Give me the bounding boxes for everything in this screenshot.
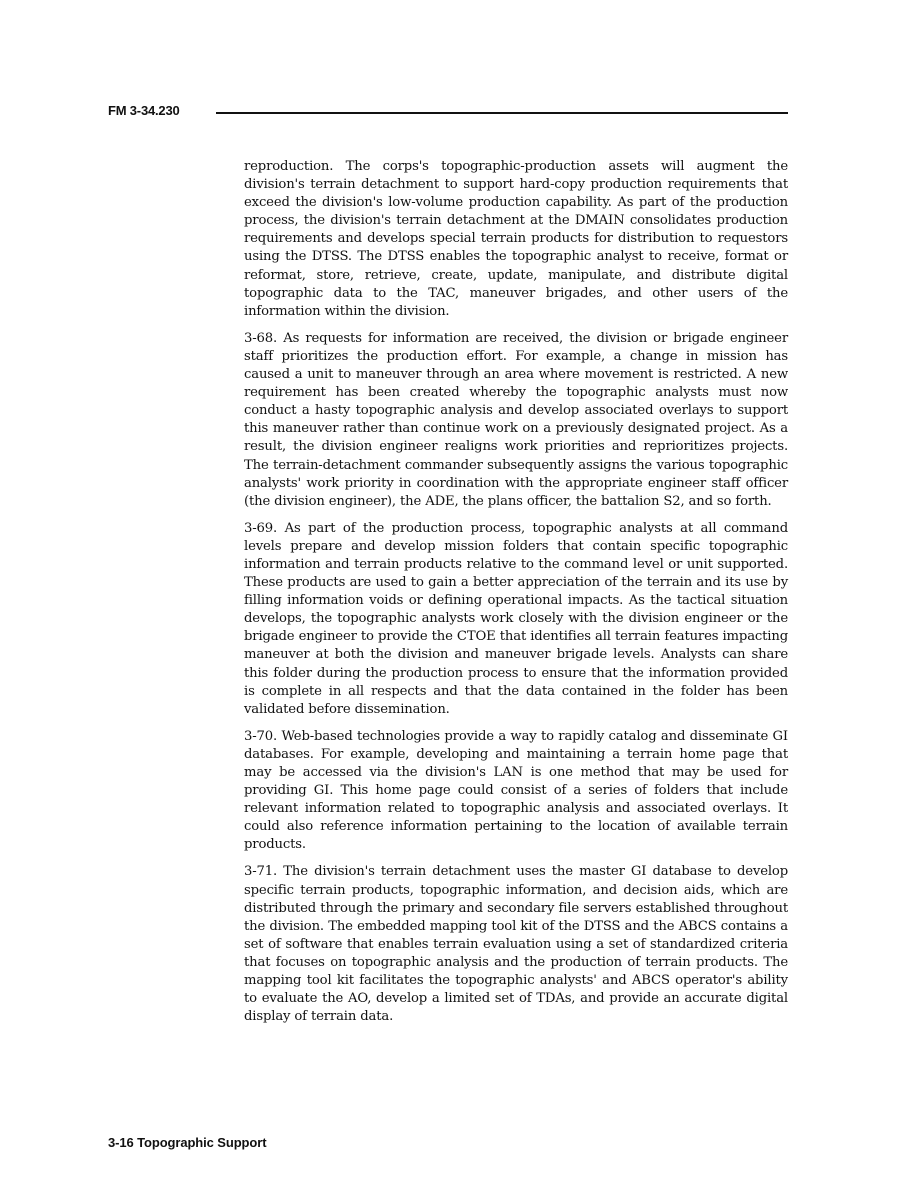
paragraph-3-69 bbox=[244, 520, 788, 719]
page-footer: 3-16 Topographic Support bbox=[108, 1135, 267, 1150]
paragraph-number: 3-70. bbox=[244, 728, 278, 744]
paragraph-3-70 bbox=[244, 728, 788, 855]
paragraph-continued bbox=[244, 158, 788, 321]
paragraph-number: 3-68. bbox=[244, 330, 278, 346]
paragraph-number: 3-69. bbox=[244, 520, 278, 536]
body-text bbox=[244, 158, 788, 1035]
paragraph-text: As requests for information are received, the division or brigade engineer staff prioritizes the production effort. For example, a change in mission has caused a unit to maneuver through an area where movement is restricted. A new requirement has been created whereby the topographic analysts must now conduct a hasty topographic analysis and develop associated overlays to support this maneuver rather than continue work on a previously designated project. As a result, the division engineer realigns work priorities and reprioritizes projects. The terrain-detachment commander subsequently assigns the various topographic analysts' work priority in coordination with the appropriate engineer staff officer (the division engineer), the ADE, the plans officer, the battalion S2, and so forth. bbox=[244, 330, 788, 509]
paragraph-3-68 bbox=[244, 330, 788, 511]
page-header bbox=[108, 103, 788, 125]
document-id: FM 3-34.230 bbox=[108, 103, 180, 118]
paragraph-text: The division's terrain detachment uses the master GI database to develop specific terrain products, topographic information, and decision aids, which are distributed through the primary and secondary file servers established throughout the division. The embedded mapping tool kit of the DTSS and the ABCS contains a set of software that enables terrain evaluation using a set of standardized criteria that focuses on topographic analysis and the production of terrain products. The mapping tool kit facilitates the topographic analysts' and ABCS operator's ability to evaluate the AO, develop a limited set of TDAs, and provide an accurate digital display of terrain data. bbox=[244, 864, 788, 1025]
paragraph-text: As part of the production process, topographic analysts at all command levels prepare and develop mission folders that contain specific topographic information and terrain products relative to the command level or unit supported. These products are used to gain a better appreciation of the terrain and its use by filling information voids or defining operational impacts. As the tactical situation develops, the topographic analysts work closely with the division engineer or the brigade engineer to provide the CTOE that identifies all terrain features impacting maneuver at both the division and maneuver brigade levels. Analysts can share this folder during the production process to ensure that the information provided is complete in all respects and that the data contained in the folder has been validated before dissemination. bbox=[244, 520, 788, 717]
header-rule bbox=[216, 112, 788, 114]
paragraph-3-71 bbox=[244, 863, 788, 1026]
paragraph-number: 3-71. bbox=[244, 864, 278, 880]
paragraph-text: Web-based technologies provide a way to rapidly catalog and disseminate GI databases. For example, developing and maintaining a terrain home page that may be accessed via the division's LAN is one method that may be used for providing GI. This home page could consist of a series of folders that include relevant information related to topographic analysis and associated overlays. It could also reference information pertaining to the location of available terrain products. bbox=[244, 728, 788, 853]
paragraph-text: reproduction. The corps's topographic-production assets will augment the division's terrain detachment to support hard-copy production requirements that exceed the division's low-volume production capability. As part of the production process, the division's terrain detachment at the DMAIN consolidates production requirements and develops special terrain products for distribution to requestors using the DTSS. The DTSS enables the topographic analyst to receive, format or reformat, store, retrieve, create, update, manipulate, and distribute digital topographic data to the TAC, maneuver brigades, and other users of the information within the division. bbox=[244, 159, 788, 319]
